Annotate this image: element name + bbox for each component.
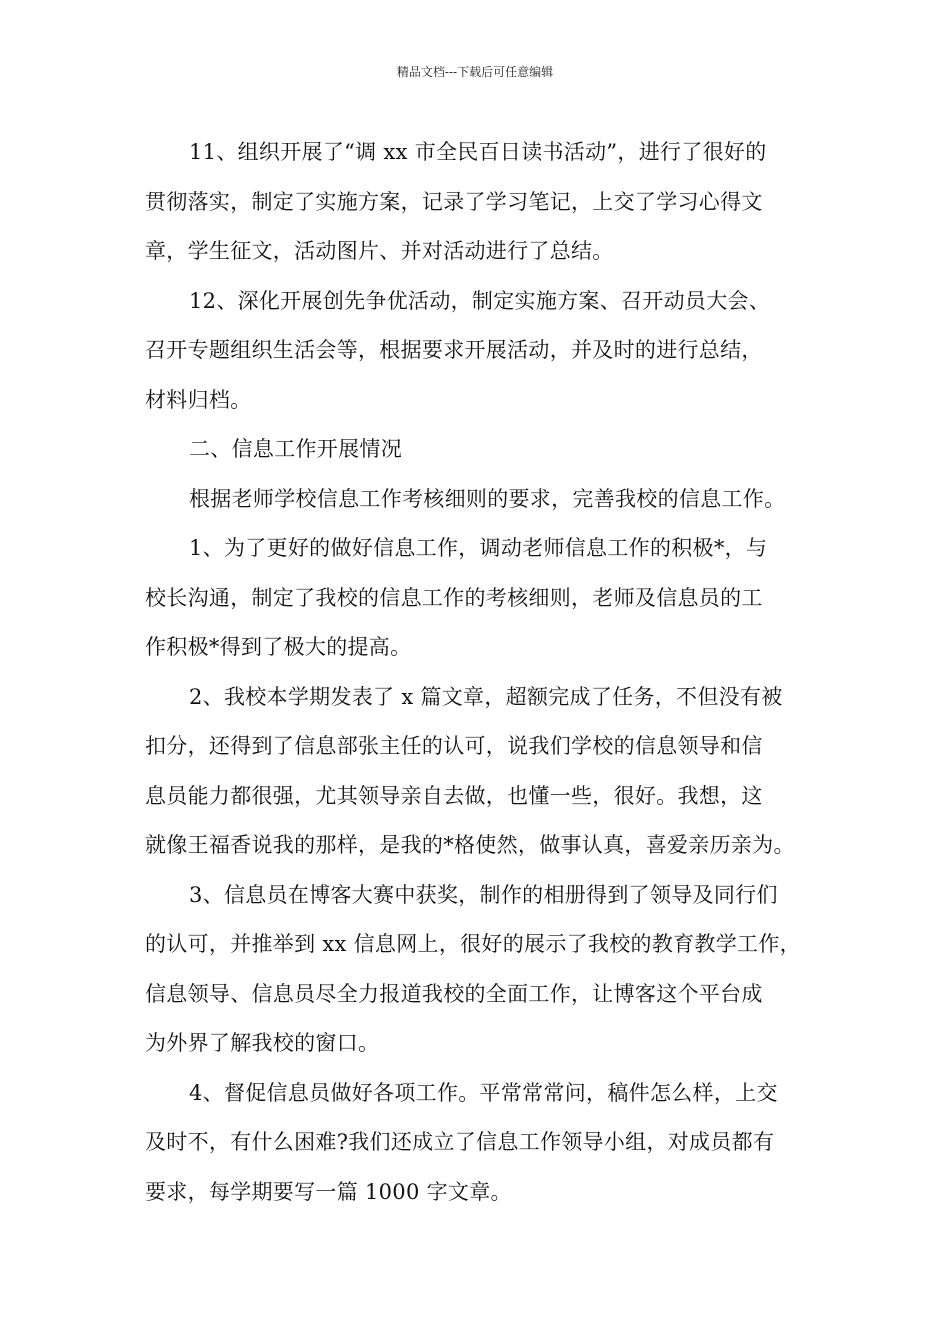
paragraph-item-3 [145,875,815,1073]
text-line: 11、组织开展了“调 xx 市全民百日读书活动”，进行了很好的 [189,140,767,164]
text-line: 要求，每学期要写一篇 1000 字文章。 [145,1179,512,1204]
heading-line: 二、信息工作开展情况 [189,437,402,461]
text-line: 就像王福香说我的那样，是我的*格使然，做事认真，喜爱亲历亲为。 [145,833,795,857]
paragraph-item-1 [145,528,815,677]
text-line: 4、督促信息员做好各项工作。平常常常问，稿件怎么样，上交 [189,1080,778,1105]
text-line: 作积极*得到了极大的提高。 [145,635,412,659]
text-line: 息员能力都很强，尤其领导亲自去做，也懂一些，很好。我想，这 [145,783,763,808]
document-body [145,132,815,1221]
text-line: 1、为了更好的做好信息工作，调动老师信息工作的积极*，与 [189,536,768,560]
page-header: 精品文档---下载后可任意编辑 [396,65,554,79]
text-line: 章，学生征文，活动图片、并对活动进行了总结。 [145,239,614,263]
text-line: 为外界了解我校的窗口。 [145,1031,380,1055]
text-line: 召开专题组织生活会等，根据要求开展活动，并及时的进行总结， [145,338,763,362]
text-line: 2、我校本学期发表了 x 篇文章，超额完成了任务，不但没有被 [189,684,783,709]
text-line: 信息领导、信息员尽全力报道我校的全面工作，让博客这个平台成 [145,981,763,1006]
paragraph-item-4 [145,1073,815,1222]
section-intro [145,479,815,529]
text-line: 校长沟通，制定了我校的信息工作的考核细则，老师及信息员的工 [145,585,763,610]
section-heading [145,429,815,479]
text-line: 根据老师学校信息工作考核细则的要求，完善我校的信息工作。 [189,486,786,511]
text-line: 的认可，并推举到 xx 信息网上，很好的展示了我校的教育教学工作， [145,932,801,956]
paragraph-item-11 [145,132,815,281]
text-line: 扣分，还得到了信息部张主任的认可，说我们学校的信息领导和信 [145,734,763,758]
paragraph-item-12 [145,281,815,430]
text-line: 及时不，有什么困难?我们还成立了信息工作领导小组，对成员都有 [145,1130,775,1154]
paragraph-item-2 [145,677,815,875]
text-line: 贯彻落实，制定了实施方案，记录了学习笔记，上交了学习心得文 [145,189,763,214]
text-line: 材料归档。 [145,387,252,412]
text-line: 12、深化开展创先争优活动，制定实施方案、召开动员大会、 [189,288,771,313]
text-line: 3、信息员在博客大赛中获奖，制作的相册得到了领导及同行们 [189,882,778,907]
